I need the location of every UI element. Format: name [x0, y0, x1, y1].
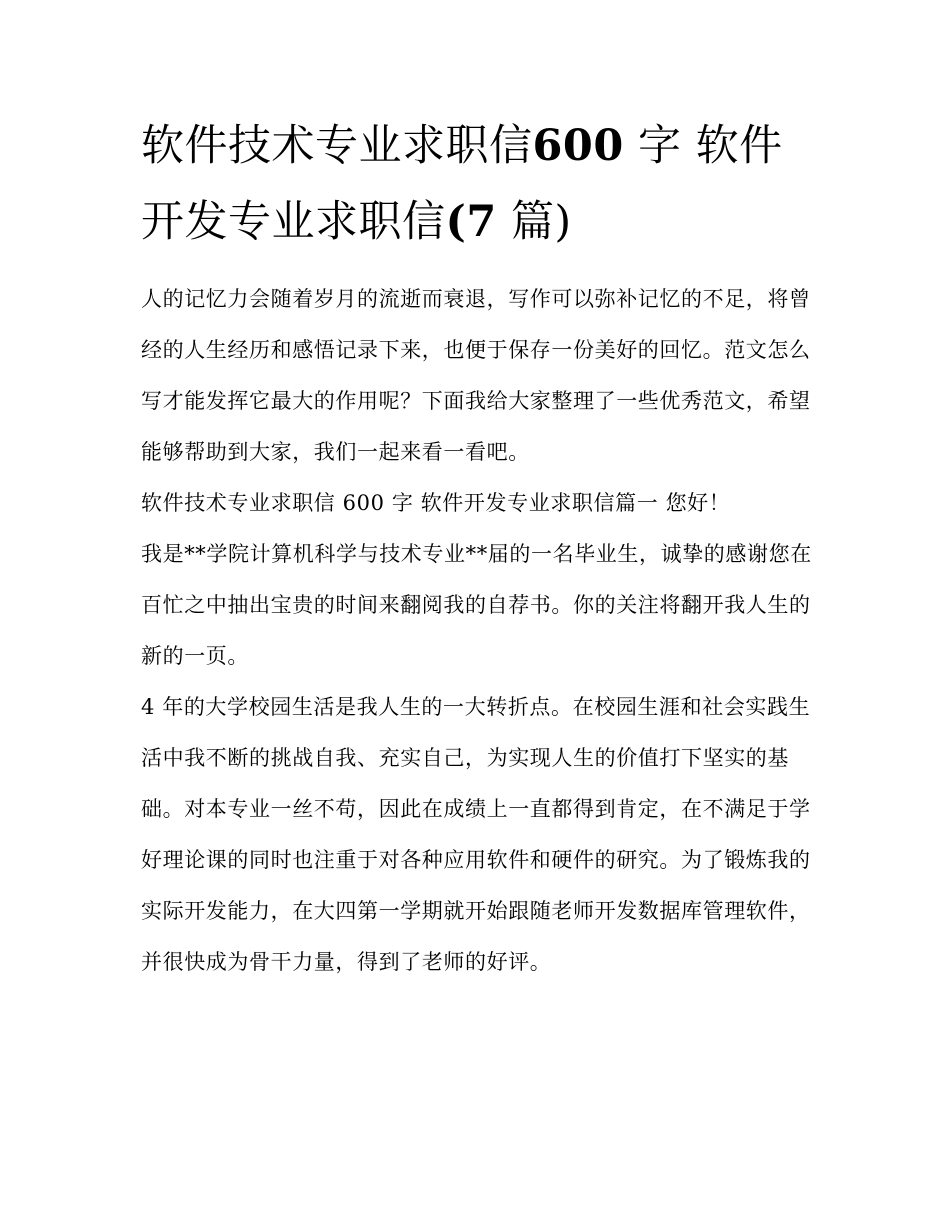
title-part-4: (7 — [445, 197, 497, 247]
document-title — [141, 108, 813, 260]
title-part-1: 软件技术专业求职信 — [141, 121, 533, 171]
title-part-5: 篇) — [510, 197, 572, 247]
section-heading-paragraph: 软件技术专业求职信 600 字 软件开发专业求职信篇一 您好！ — [141, 491, 731, 515]
intro-paragraph: 人的记忆力会随着岁月的流逝而衰退，写作可以弥补记忆的不足，将曾经的人生经历和感悟记录下来，也便于保存一份美好的回忆。范文怎么写才能发挥它最大的作用呢？下面我给大家整理了一些优秀范文，希望能够帮助到大家，我们一起来看一看吧。 — [141, 287, 811, 464]
self-introduction-paragraph: 我是**学院计算机科学与技术专业**届的一名毕业生，诚挚的感谢您在百忙之中抽出宝贵的时间来翻阅我的自荐书。你的关注将翻开我人生的新的一页。 — [141, 542, 812, 668]
college-life-paragraph: 4 年的大学校园生活是我人生的一大转折点。在校园生涯和社会实践生活中我不断的挑战自我、充实自己，为实现人生的价值打下坚实的基础。对本专业一丝不苟，因此在成绩上一直都得到肯定，在不满足于学好理论课的同时也注重于对各种应用软件和硬件的研究。为了锻炼我的实际开发能力，在大四第一学期就开始跟随老师开发数据库管理软件，并很快成为骨干力量，得到了老师的好评。 — [141, 695, 811, 974]
title-part-3: 字 软件开发专业求职信 — [141, 121, 783, 247]
document-content — [141, 108, 813, 988]
title-part-2: 600 — [532, 121, 624, 171]
